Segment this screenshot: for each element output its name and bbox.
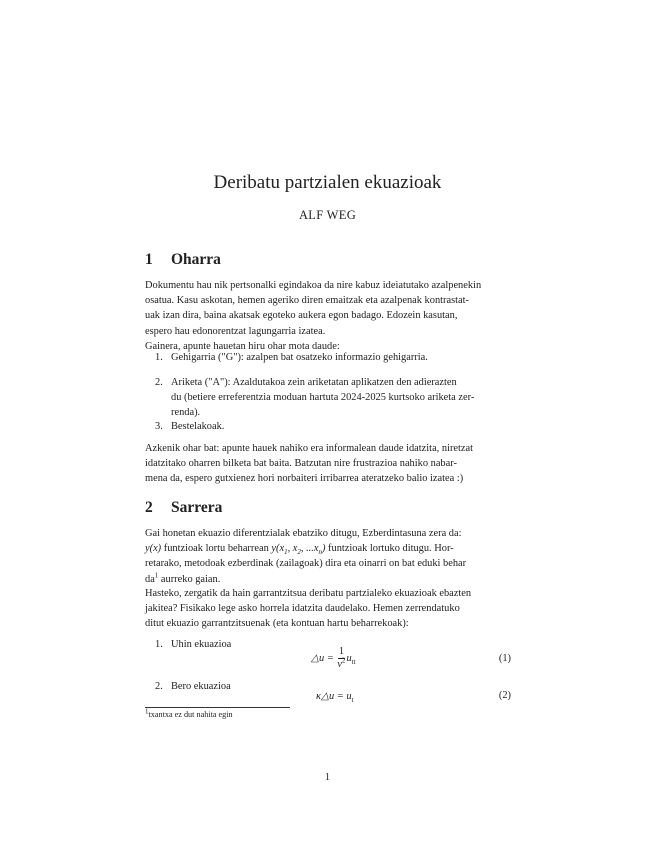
section-title: Oharra	[171, 251, 221, 268]
text-fragment: , ...x	[300, 543, 319, 555]
math-multivariable	[271, 543, 326, 557]
equation-rhs: u	[346, 652, 352, 664]
text-fragment: da	[145, 573, 155, 585]
equation-rhs: u	[346, 691, 352, 702]
list-item-text: du (betiere erreferentzia moduan hartuta 2024-2025 kurtsoko ariketa zer-	[171, 392, 475, 404]
page-number: 1	[324, 772, 331, 783]
list-item-text: Gehigarria ("G"): azalpen bat osatzeko informazio gehigarria.	[171, 352, 428, 363]
subscript: t	[351, 696, 354, 705]
equation-expression	[311, 646, 356, 671]
list-item-number: 2.	[155, 681, 163, 692]
list-item-text: Bestelakoak.	[171, 421, 225, 432]
sarrera-paragraph-2	[145, 586, 511, 632]
section-number: 2	[145, 499, 153, 516]
text-line: retarako, metodoak ezberdinak (zailagoak) dira eta oinarri on bat eduki behar	[145, 558, 467, 570]
subscript: 1	[284, 548, 288, 557]
list-item-text: Ariketa ("A"): Azaldutakoa zein ariketatan aplikatzen den adierazten	[171, 377, 457, 388]
equation-label: Uhin ekuazioa	[171, 639, 232, 650]
footnote	[145, 707, 233, 719]
oharra-closing-paragraph	[145, 441, 511, 487]
text-line: idatzitako oharren bilketa bat baita. Batzutan nire frustrazioa nahiko nabar-	[145, 458, 457, 470]
text-line: Dokumentu hau nik pertsonalki egindakoa da nire kabuz ideiatutako azalpenekin	[145, 280, 482, 291]
text-fragment: )	[321, 543, 326, 555]
section-heading-oharra	[145, 251, 221, 269]
text-fragment: v	[337, 659, 343, 670]
text-fragment: funtzioak lortuko ditugu. Hor-	[325, 543, 454, 555]
text-fragment: funtzioak lortu beharrean	[161, 543, 272, 555]
equation-expression	[316, 690, 354, 705]
equation-lhs: κ△u =	[316, 691, 344, 702]
footnote-marker[interactable]: 1	[154, 571, 159, 580]
subscript: n	[318, 548, 322, 557]
subscript: tt	[351, 657, 356, 666]
fraction-denominator	[337, 656, 346, 671]
text-line: Gainera, apunte hauetan hiru ohar mota daude:	[145, 340, 340, 352]
footnote-mark: 1	[145, 707, 149, 716]
oharra-intro-paragraph	[145, 278, 511, 354]
fraction-numerator: 1	[338, 646, 345, 657]
equation-number: (2)	[498, 690, 511, 701]
text-fragment: , x	[287, 543, 298, 555]
text-line	[145, 541, 511, 556]
math-y-of-x: y(x)	[145, 543, 162, 555]
text-line: Gai honetan ekuazio diferentzialak ebatziko ditugu, Ezberdintasuna zera da:	[145, 528, 462, 539]
equation-lhs: △u =	[311, 652, 334, 664]
footnote-rule	[145, 707, 290, 708]
sarrera-paragraph-1	[145, 526, 511, 587]
text-line: uak izan dira, baina akatsak egoteko aukera egon badago. Edozein kasutan,	[145, 310, 458, 322]
equation-wave	[145, 645, 511, 675]
text-line: espero hau edonorentzat lagungarria izatea.	[145, 325, 326, 337]
text-fragment: y(x	[271, 543, 285, 555]
fraction	[337, 646, 345, 671]
list-item-number: 3.	[155, 421, 163, 432]
text-fragment: aurreko gaian.	[158, 573, 221, 585]
text-line: jakitea? Fisikako lege asko horrela idatzita daudelako. Hemen zerrendatuko	[145, 603, 460, 615]
section-heading-sarrera	[145, 499, 222, 517]
equation-heat	[145, 690, 511, 706]
equation-label: Bero ekuazioa	[171, 681, 231, 692]
text-line: Azkenik ohar bat: apunte hauek nahiko era informalean daude idatzita, niretzat	[145, 443, 474, 454]
list-item-number: 1.	[155, 352, 163, 363]
list-item-number: 2.	[155, 377, 163, 388]
text-line: mena da, espero gutxienez hori norbaiteri irribarrea ateratzeko balio izatea :)	[145, 473, 464, 485]
text-line: osatua. Kasu askotan, hemen ageriko diren emaitzak eta azalpenak kontrastat-	[145, 295, 469, 307]
subscript: 2	[297, 548, 301, 557]
section-title: Sarrera	[171, 499, 223, 516]
section-number: 1	[145, 251, 153, 268]
text-line	[145, 572, 511, 587]
list-item-text: renda).	[171, 407, 201, 419]
superscript: 2	[342, 656, 346, 665]
document-author: ALF WEG	[298, 208, 357, 222]
footnote-text: txantxa ez dut nahita egin	[148, 710, 233, 719]
document-title: Deribatu partzialen ekuazioak	[213, 172, 442, 193]
equation-number: (1)	[498, 653, 511, 664]
list-item-number: 1.	[155, 639, 163, 650]
text-line: Hasteko, zergatik da hain garrantzitsua deribatu partzialeko ekuazioak ebazten	[145, 588, 472, 599]
text-line: ditut ekuazio garrantzitsuenak (eta kontuan hartu beharrekoak):	[145, 618, 409, 630]
